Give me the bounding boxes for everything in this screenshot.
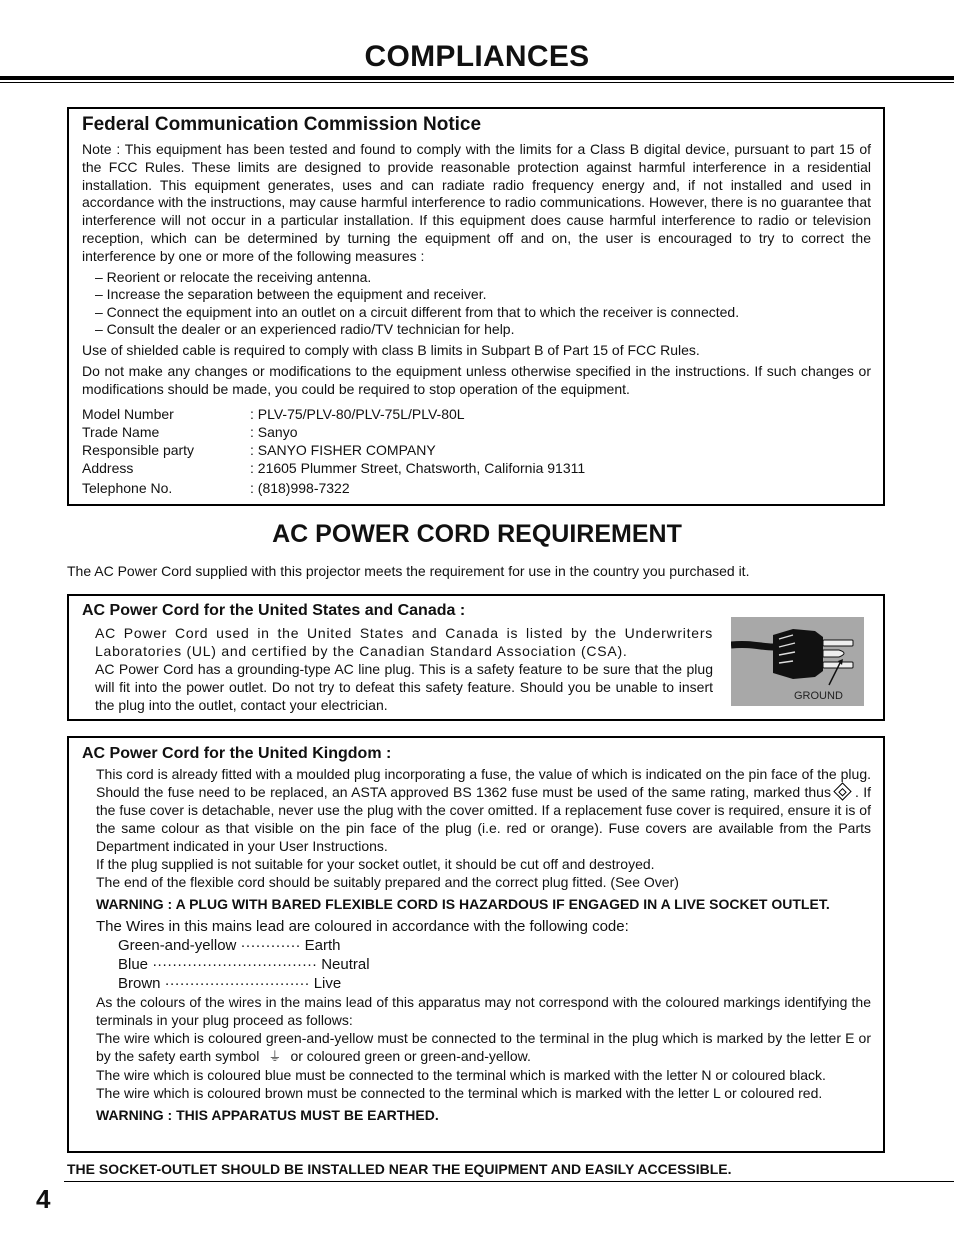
info-label: Telephone No. — [82, 479, 173, 496]
info-value: : PLV-75/PLV-80/PLV-75L/PLV-80L — [250, 405, 465, 422]
us-canada-box — [67, 594, 885, 721]
info-value: : (818)998-7322 — [250, 479, 350, 496]
title-rule-thick — [0, 76, 954, 80]
table-row — [82, 459, 585, 477]
uk-paragraph-1-b: . If the fuse cover is detachable, never use the plug with the cover omitted. If a replacement fuse cover is required, ensure it is of the same colour as that visible on the pin face of the plug (i.e. red or orange). Fuse covers are available from the Parts Department indicated in your User Instructions. — [96, 784, 871, 854]
wire-code-live: Brown ····························· Live — [118, 975, 342, 992]
table-row — [82, 477, 585, 497]
fcc-shielded-cable: Use of shielded cable is required to comply with class B limits in Subpart B of Part 15 of FCC Rules. — [82, 341, 700, 358]
uk-paragraph-4: As the colours of the wires in the mains lead of this apparatus may not correspond with the coloured markings identifying the terminals in your plug proceed as follows: — [96, 994, 871, 1028]
wire-code-earth: Green-and-yellow ············ Earth — [118, 937, 341, 954]
uk-paragraph-3: The end of the flexible cord should be suitably prepared and the correct plug fitted. (See Over) — [96, 874, 679, 890]
us-paragraph-1: AC Power Cord used in the United States and Canada is listed by the Underwriters Laboratories (UL) and certified by the Canadian Standard Association (CSA). — [95, 625, 713, 659]
uk-title: AC Power Cord for the United Kingdom : — [82, 745, 392, 762]
info-value: : 21605 Plummer Street, Chatsworth, California 91311 — [250, 459, 586, 476]
fcc-info-table — [82, 405, 585, 497]
fcc-note: Note : This equipment has been tested and found to comply with the limits for a Class B digital device, pursuant to part 15 of the FCC Rules. These limits are designed to provide reasonable protection against harmful interference in a residential installation. This equipment generates, uses and can radiate radio frequency energy and, if not installed and used in accordance with the instructions, may cause harmful interference to radio communications. However, there is no guarantee that interference will not occur in a particular installation. If this equipment does cause harmful interference to radio or television reception, which can be determined by turning the equipment off and on, the user is encouraged to try to correct the interference by one or more of the following measures : — [82, 141, 871, 264]
uk-paragraph-5-a: The wire which is coloured green-and-yellow must be connected to the terminal in the plug which is marked by the letter E or by the safety earth symbol — [96, 1030, 871, 1064]
list-item: – Increase the separation between the equipment and receiver. — [95, 286, 487, 303]
asta-fuse-icon — [833, 782, 851, 800]
info-label: Responsible party — [82, 441, 195, 458]
title-rule-thin — [0, 82, 954, 83]
uk-paragraph-2: If the plug supplied is not suitable for your socket outlet, it should be cut off and destroyed. — [96, 856, 655, 872]
page-title: COMPLIANCES — [364, 40, 590, 73]
info-label: Address — [82, 459, 134, 476]
grounding-plug-figure — [731, 617, 864, 706]
table-row — [82, 405, 585, 423]
earth-symbol-icon: ⏚ — [268, 1049, 282, 1064]
info-label: Model Number — [82, 405, 174, 422]
socket-outlet-note: THE SOCKET-OUTLET SHOULD BE INSTALLED NEAR THE EQUIPMENT AND EASILY ACCESSIBLE. — [67, 1161, 732, 1177]
fcc-title: Federal Communication Commission Notice — [82, 114, 482, 135]
info-value: : SANYO FISHER COMPANY — [250, 441, 436, 458]
fcc-changes-warning: Do not make any changes or modifications to the equipment unless otherwise specified in the instructions. If such changes or modifications should be made, you could be required to stop operation of the equipment. — [82, 363, 871, 398]
info-value: : Sanyo — [250, 423, 298, 440]
uk-paragraph-5 — [96, 1029, 871, 1066]
table-row — [82, 423, 585, 441]
footer-rule — [64, 1181, 954, 1182]
page-number: 4 — [36, 1184, 51, 1214]
uk-paragraph-6: The wire which is coloured blue must be connected to the terminal which is marked with the letter N or coloured black. — [96, 1067, 826, 1083]
uk-paragraph-5-b: or coloured green or green-and-yellow. — [290, 1048, 531, 1064]
uk-paragraph-7: The wire which is coloured brown must be connected to the terminal which is marked with the letter L or coloured red. — [96, 1085, 823, 1101]
uk-warning-earthed: WARNING : THIS APPARATUS MUST BE EARTHED. — [96, 1107, 439, 1123]
list-item: – Connect the equipment into an outlet on a circuit different from that to which the receiver is connected. — [95, 303, 740, 320]
list-item: – Reorient or relocate the receiving antenna. — [95, 268, 372, 285]
wire-code-neutral: Blue ································· Neutral — [118, 956, 370, 973]
fcc-notice-box — [67, 107, 885, 506]
uk-paragraph-1-a: This cord is already fitted with a moulded plug incorporating a fuse, the value of which is indicated on the pin face of the plug. Should the fuse need to be replaced, an ASTA approved BS 1362 fuse must be used of the same rating, marked thus — [96, 766, 871, 800]
info-label: Trade Name — [82, 423, 160, 440]
us-text — [95, 624, 713, 714]
uk-box — [67, 736, 885, 1153]
ac-intro: The AC Power Cord supplied with this projector meets the requirement for use in the country you purchased it. — [67, 563, 750, 579]
uk-wires-intro: The Wires in this mains lead are coloured in accordance with the following code: — [96, 918, 629, 935]
table-row — [82, 441, 585, 459]
list-item: – Consult the dealer or an experienced radio/TV technician for help. — [95, 321, 515, 338]
us-title: AC Power Cord for the United States and Canada : — [82, 602, 466, 619]
ground-label: GROUND — [794, 690, 843, 702]
uk-paragraph-1 — [96, 765, 871, 855]
fcc-measures-list — [82, 269, 871, 339]
us-paragraph-2: AC Power Cord has a grounding-type AC line plug. This is a safety feature to be sure that the plug will fit into the power outlet. Do not try to defeat this safety feature. Should you be unable to insert the plug into the outlet, contact your electrician. — [95, 661, 713, 713]
ac-section-title: AC POWER CORD REQUIREMENT — [272, 520, 682, 548]
uk-warning-bared-cord: WARNING : A PLUG WITH BARED FLEXIBLE CORD IS HAZARDOUS IF ENGAGED IN A LIVE SOCKET OUTLET. — [96, 896, 830, 912]
uk-body — [82, 765, 871, 1124]
